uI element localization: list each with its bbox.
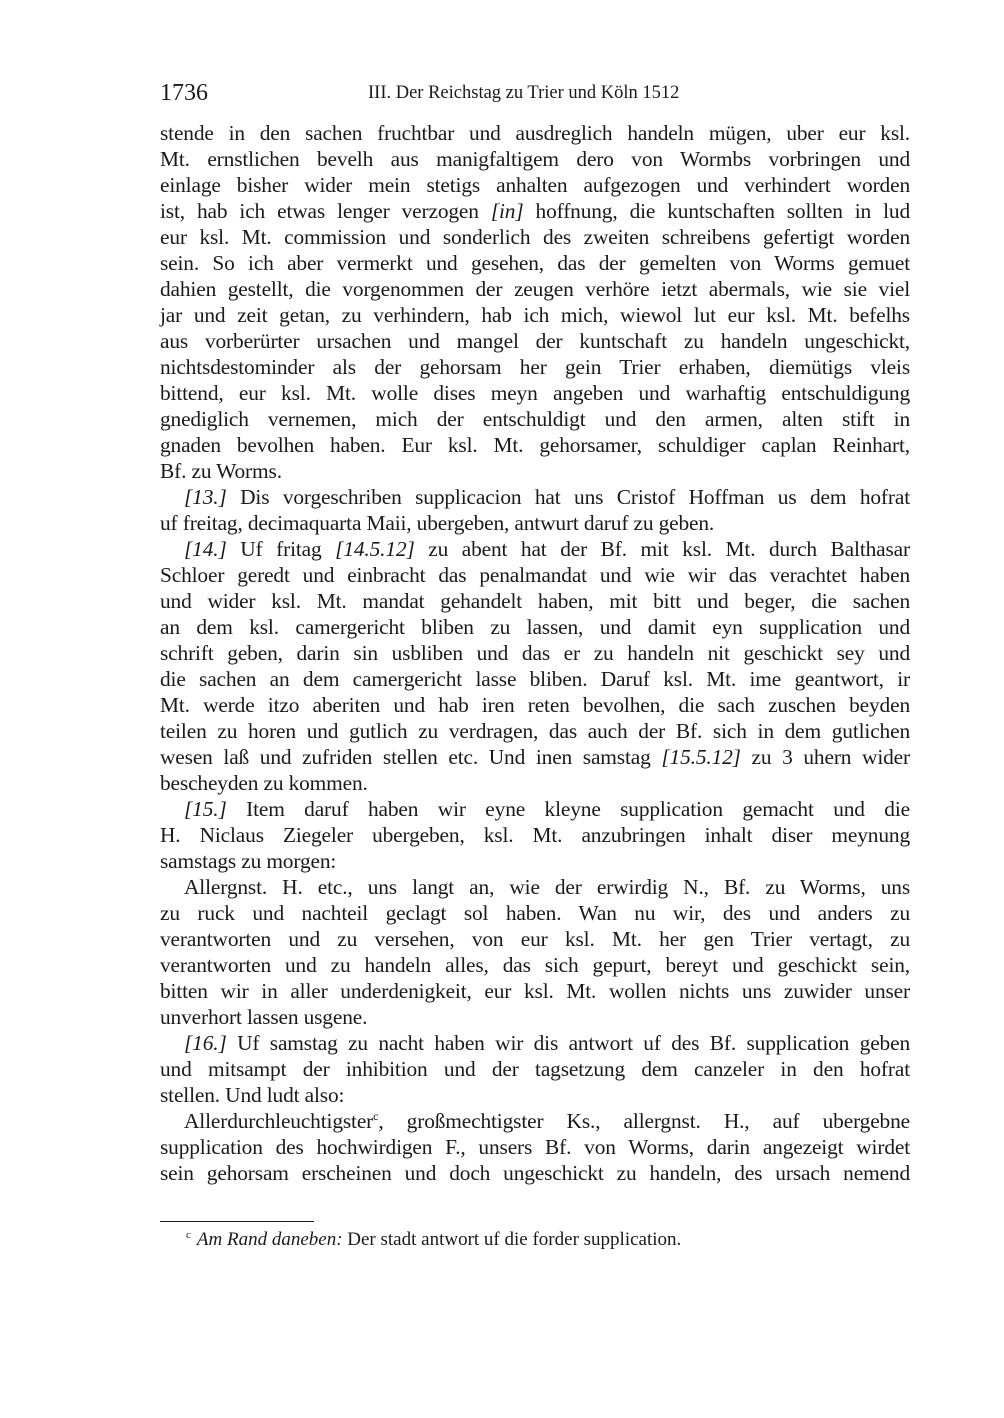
text-line: eur ksl. Mt. commission und sonderlich des zweiten schreibens gefertigt worden (160, 225, 910, 249)
text-line: Schloer geredt und einbracht das penalmandat und wie wir das verachtet haben (160, 563, 910, 587)
footnote-label: Am Rand daneben: (196, 1229, 343, 1250)
paragraph-number: [13.] (184, 485, 227, 509)
text-line: samstags zu morgen: (160, 849, 337, 873)
text-line: teilen zu horen und gutlich zu verdragen, das auch der Bf. sich in dem gutlichen (160, 719, 910, 743)
footnote-marker: c (373, 1108, 379, 1123)
text-line: gnaden bevolhen haben. Eur ksl. Mt. gehorsamer, schuldiger caplan Reinhart, (160, 433, 910, 457)
text-line: aus vorberürter ursachen und mangel der kuntschaft zu handeln ungeschickt, (160, 329, 910, 353)
text-line: gnediglich vernemen, mich der entschuldigt und den armen, alten stift in (160, 407, 910, 431)
text-line: an dem ksl. camergericht bliben zu lassen, und damit eyn supplication und (160, 615, 910, 639)
running-head: III. Der Reichstag zu Trier und Köln 1512 (368, 83, 680, 103)
text-line: [16.] Uf samstag zu nacht haben wir dis antwort uf des Bf. supplication geben (184, 1031, 910, 1055)
text-line: unverhort lassen usgene. (160, 1005, 368, 1029)
text-line: sein. So ich aber vermerkt und gesehen, das der gemelten von Worms gemuet (160, 251, 910, 275)
text-line: supplication des hochwirdigen F., unsers Bf. von Worms, darin angezeigt wirdet (160, 1135, 910, 1159)
text-line: und wider ksl. Mt. mandat gehandelt haben, mit bitt und beger, die sachen (160, 589, 910, 613)
text-line: [15.] Item daruf haben wir eyne kleyne supplication gemacht und die (184, 797, 910, 821)
text-line: Allerdurchleuchtigster$^c$, großmechtigster Ks., allergnst. H., auf ubergebne (184, 1108, 910, 1133)
editorial-insertion: [in] (490, 199, 524, 223)
footnote-marker: c (186, 1228, 191, 1241)
text-line: [13.] Dis vorgeschriben supplicacion hat uns Cristof Hoffman us dem hofrat (184, 485, 910, 509)
paragraph-number: [14.] (184, 537, 227, 561)
text-line: Mt. werde itzo aberiten und hab iren reten bevolhen, die sach zuschen beyden (160, 693, 910, 717)
text-line: zu ruck und nachteil geclagt sol haben. Wan nu wir, des und anders zu (160, 901, 910, 925)
text-line: Mt. ernstlichen bevelh aus manigfaltigem dero von Wormbs vorbringen und (160, 147, 910, 171)
footnote-divider (160, 1221, 314, 1222)
footnote-text: Der stadt antwort uf die forder supplication. (342, 1229, 682, 1250)
text-line: bitten wir in aller underdenigkeit, eur ksl. Mt. wollen nichts uns zuwider unser (160, 979, 910, 1003)
page-header (160, 76, 910, 110)
text-line: schrift geben, darin sin usbliben und das er zu handeln nit geschickt sey und (160, 641, 910, 665)
text-line: bittend, eur ksl. Mt. wolle dises meyn angeben und warhaftig entschuldigung (160, 381, 910, 405)
text-line: Bf. zu Worms. (160, 459, 282, 483)
text-line: [14.] Uf fritag [14.5.12] zu abent hat der Bf. mit ksl. Mt. durch Balthasar (184, 537, 910, 561)
text-line: stellen. Und ludt also: (160, 1083, 345, 1107)
text-line: verantworten und zu versehen, von eur ksl. Mt. her gen Trier vertagt, zu (160, 927, 910, 951)
paragraph-number: [15.] (184, 797, 227, 821)
text-line: nichtsdestominder als der gehorsam her gein Trier erhaben, diemütigs vleis (160, 355, 910, 379)
text-line: sein gehorsam erscheinen und doch ungeschickt zu handeln, des ursach nemend (160, 1161, 910, 1185)
text-line: ist, hab ich etwas lenger verzogen [in] hoffnung, die kuntschaften sollten in lud (160, 199, 910, 223)
text-line: H. Niclaus Ziegeler ubergeben, ksl. Mt. anzubringen inhalt diser meynung (160, 823, 910, 847)
text-line: stende in den sachen fruchtbar und ausdreglich handeln mügen, uber eur ksl. (160, 121, 910, 145)
text-line: dahien gestellt, die vorgenommen der zeugen verhöre ietzt abermals, wie sie viel (160, 277, 910, 301)
date-annotation: [15.5.12] (661, 745, 741, 769)
text-line: und mitsampt der inhibition und der tagsetzung dem canzeler in den hofrat (160, 1057, 910, 1081)
text-line: verantworten und zu handeln alles, das sich gepurt, bereyt und geschickt sein, (160, 953, 910, 977)
date-annotation: [14.5.12] (335, 537, 415, 561)
text-line: bescheyden zu kommen. (160, 771, 368, 795)
body-text (160, 120, 910, 1186)
text-line: einlage bisher wider mein stetigs anhalten aufgezogen und verhindert worden (160, 173, 910, 197)
text-line: jar und zeit getan, zu verhindern, hab ich mich, wiewol lut eur ksl. Mt. befelhs (160, 303, 910, 327)
text-line: die sachen an dem camergericht lasse bliben. Daruf ksl. Mt. ime geantwort, ir (160, 667, 910, 691)
paragraph-number: [16.] (184, 1031, 227, 1055)
footnote (186, 1225, 906, 1255)
page-number: 1736 (160, 80, 208, 106)
text-line: uf freitag, decimaquarta Maii, ubergeben, antwurt daruf zu geben. (160, 511, 715, 535)
text-line: Allergnst. H. etc., uns langt an, wie der erwirdig N., Bf. zu Worms, uns (184, 875, 910, 899)
text-line: wesen laß und zufriden stellen etc. Und inen samstag [15.5.12] zu 3 uhern wider (160, 745, 910, 769)
